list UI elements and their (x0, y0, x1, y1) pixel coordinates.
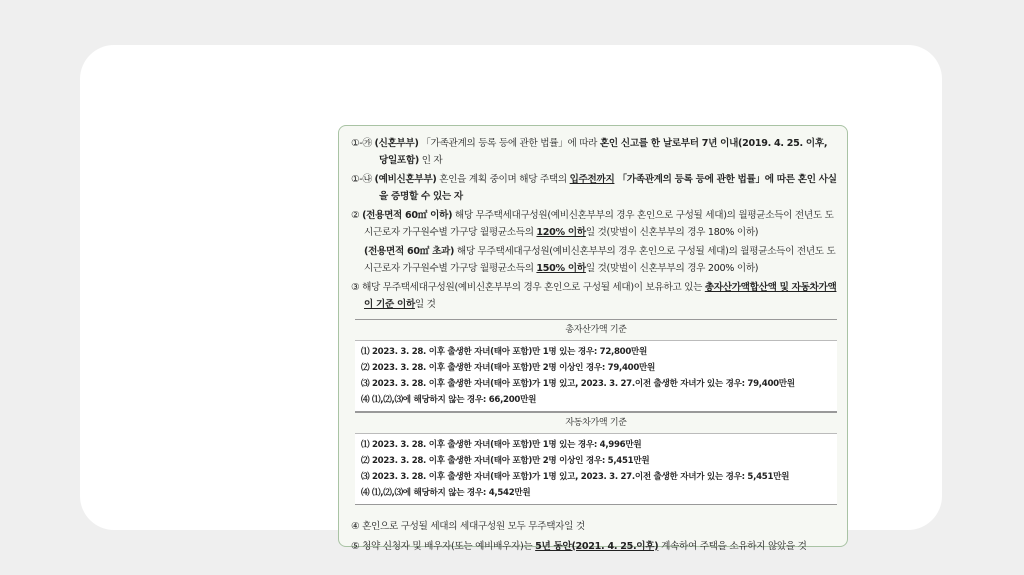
criteria-item (351, 244, 837, 277)
item-text: 해당 무주택세대구성원(예비신혼부부의 경우 혼인으로 구성될 세대)의 월평균소득이 전년도 도시근로자 가구원수별 가구당 월평균소득의 (364, 246, 836, 274)
item-marker: ③ (351, 282, 363, 293)
criteria-list-tail (351, 519, 837, 555)
table-row: ⑷ ⑴,⑵,⑶에 해당하지 않는 경우: 66,200만원 (361, 395, 537, 405)
table-row: ⑴ 2023. 3. 28. 이후 출생한 자녀(태아 포함)만 1명 있는 경우: 72,800만원 (361, 347, 648, 357)
table-row: ⑵ 2023. 3. 28. 이후 출생한 자녀(태아 포함)만 2명 이상인 경우: 79,400만원 (361, 363, 656, 373)
criteria-item (351, 172, 837, 205)
item-text: (전용면적 60㎡ 이하) (362, 210, 453, 221)
item-text: 청약 신청자 및 배우자(또는 예비배우자)는 (362, 540, 536, 552)
criteria-tables (351, 319, 837, 505)
item-marker: ⑤ (351, 540, 363, 552)
table-row: ⑶ 2023. 3. 28. 이후 출생한 자녀(태아 포함)가 1명 있고, 2023. 3. 27.이전 출생한 자녀가 있는 경우: 79,400만원 (361, 379, 795, 389)
item-text: (신혼부부) (374, 138, 419, 149)
criteria-table (355, 319, 837, 412)
item-text: (전용면적 60㎡ 초과) (364, 246, 455, 257)
item-text: 혼인 신고를 한 날로부터 7년 이내(2019. 4. 25. 이후, 당일포함) (379, 138, 828, 166)
item-text: 「가족관계의 등록 등에 관한 법률」에 따라 (418, 138, 600, 149)
table-header: 자동차가액 기준 (355, 413, 837, 434)
criteria-list (351, 136, 837, 313)
item-text: 계속하여 주택을 소유하지 않았을 것 (658, 540, 807, 552)
content-card (80, 45, 942, 552)
criteria-item (351, 539, 837, 556)
item-text: 해당 무주택세대구성원(예비신혼부부의 경우 혼인으로 구성될 세대)이 보유하고 있는 (362, 282, 705, 293)
emphasized-text: 입주전까지 (569, 174, 615, 185)
item-text: 「가족관계의 등록 등에 관한 법률」에 따른 혼인 사실을 증명할 수 있는 자 (379, 174, 837, 202)
table-header: 총자산가액 기준 (355, 320, 837, 341)
item-marker: ④ (351, 521, 363, 532)
item-marker: ② (351, 210, 363, 221)
eligibility-document (338, 125, 848, 552)
item-text: 일 것(맞벌이 신혼부부의 경우 180% 이하) (585, 226, 759, 238)
emphasized-text: 120% 이하 (536, 226, 586, 238)
table-row: ⑷ ⑴,⑵,⑶에 해당하지 않는 경우: 4,542만원 (361, 488, 531, 498)
emphasized-text: 총자산가액합산액 및 자동차가액이 기준 이하 (364, 282, 837, 310)
criteria-item (351, 280, 837, 313)
item-text: 인 자 (418, 154, 443, 166)
criteria-table (355, 412, 837, 505)
item-marker: ①-㉯ (351, 174, 375, 185)
emphasized-text: 5년 동안(2021. 4. 25.이후) (535, 540, 659, 552)
criteria-item (351, 208, 837, 241)
table-row: ⑶ 2023. 3. 28. 이후 출생한 자녀(태아 포함)가 1명 있고, 2023. 3. 27.이전 출생한 자녀가 있는 경우: 5,451만원 (361, 472, 790, 482)
item-text: 혼인으로 구성될 세대의 세대구성원 모두 무주택자일 것 (362, 521, 585, 532)
item-text: 혼인을 계획 중이며 해당 주택의 (436, 174, 570, 185)
item-text: 해당 무주택세대구성원(예비신혼부부의 경우 혼인으로 구성될 세대)의 월평균소득이 전년도 도시근로자 가구원수별 가구당 월평균소득의 (364, 210, 834, 238)
criteria-item (351, 519, 837, 536)
item-text: 일 것 (414, 298, 436, 310)
item-text: (예비신혼부부) (374, 174, 437, 185)
table-row: ⑴ 2023. 3. 28. 이후 출생한 자녀(태아 포함)만 1명 있는 경우: 4,996만원 (361, 440, 642, 450)
item-marker: ①-㉮ (351, 138, 375, 149)
table-row: ⑵ 2023. 3. 28. 이후 출생한 자녀(태아 포함)만 2명 이상인 경우: 5,451만원 (361, 456, 650, 466)
criteria-item (351, 136, 837, 169)
emphasized-text: 150% 이하 (536, 262, 586, 274)
item-text: 일 것(맞벌이 신혼부부의 경우 200% 이하) (585, 262, 759, 274)
